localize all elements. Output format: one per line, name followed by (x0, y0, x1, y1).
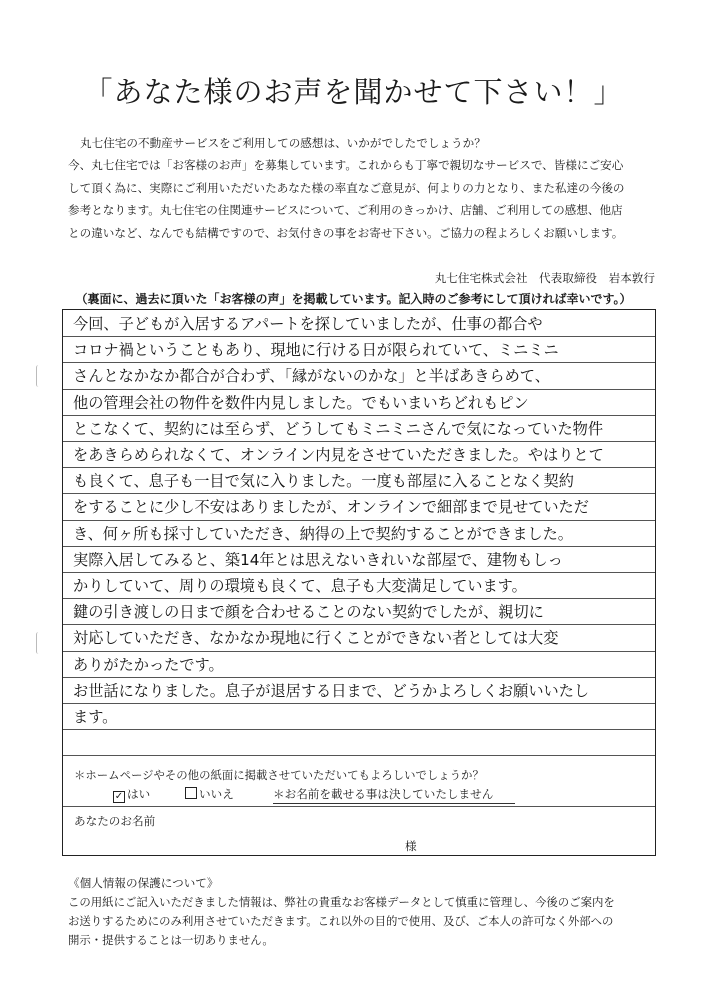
handwritten-line: 実際入居してみると、築14年とは思えないきれいな部屋で、建物もしっ (73, 550, 563, 569)
intro-text (68, 132, 668, 244)
handwritten-line: かりしていて、周りの環境も良くて、息子も大変満足しています。 (73, 577, 527, 595)
handwritten-line: お世話になりました。息子が退居する日まで、どうかよろしくお願いいたし (73, 681, 590, 700)
handwritten-line: をあきらめられなくて、オンライン内見をさせていただきました。やはりとて (73, 446, 604, 464)
privacy-heading: 《個人情報の保護について》 (68, 876, 219, 890)
intro-line: との違いなど、なんでも結構ですので、お気付きの事をお寄せ下さい。ご協力の程よろしくお願いします。 (68, 225, 624, 240)
name-label: あなたのお名前 (74, 814, 156, 828)
handwritten-line: さんとなかなか都合が合わず、「縁がないのかな」と半ばあきらめて、 (73, 367, 550, 386)
reference-note: （裏面に、過去に頂いた「お客様の声」を掲載しています。記入時のご参考にして頂ければ幸いです。） (75, 292, 632, 306)
handwritten-line: 対応していただき、なかなか現地に行くことができない者としては大変 (73, 629, 559, 648)
name-disclaimer: ＊お名前を載せる事は決していたしません (273, 787, 494, 801)
handwritten-line: ます。 (73, 708, 118, 726)
ruled-line (63, 806, 655, 807)
voice-form (62, 309, 656, 856)
handwritten-line: 今回、子どもが入居するアパートを探していましたが、仕事の都合や (73, 315, 543, 333)
option-yes[interactable] (113, 786, 150, 803)
handwritten-line: き、何ヶ所も採寸していただき、納得の上で契約することができました。 (73, 524, 573, 543)
checkbox-no[interactable] (185, 787, 197, 799)
intro-line: 丸七住宅の不動産サービスをご利用しての感想は、いかがでしたでしょうか？ (80, 136, 486, 150)
handwritten-line: 鍵の引き渡しの日まで顔を合わせることのない契約でしたが、親切に (73, 603, 544, 622)
company-signature: 丸七住宅株式会社 代表取締役 岩本敦行 (434, 271, 655, 285)
option-no-label: いいえ (199, 787, 234, 801)
privacy-section (68, 874, 678, 950)
checkbox-yes[interactable]: ✓ (114, 791, 124, 802)
name-suffix: 様 (405, 839, 417, 853)
handwritten-line: コロナ禍ということもあり、現地に行ける日が限られていて、ミニミニ (73, 341, 559, 360)
privacy-line: お送りするためにのみ利用させていただきます。これ以外の目的で使用、及び、ご本人の許可なく外部への (68, 914, 614, 928)
handwritten-line: をすることに少し不安はありましたが、オンラインで細部まで見せていただ (73, 498, 589, 517)
privacy-line: 開示・提供することは一切ありません。 (68, 933, 274, 947)
privacy-line: この用紙にご記入いただきました情報は、弊社の貴重なお客様データとして慎重に管理し、今後のご案内を (68, 895, 615, 909)
ruled-line (63, 729, 655, 730)
ruled-line (63, 755, 655, 756)
disclaimer-underline (273, 803, 515, 804)
intro-line: して頂く為に、実際にご利用いただいたあなた様の率直なご意見が、何よりの力となり、また私達の今後の (68, 180, 625, 195)
intro-line: 今、丸七住宅では「お客様のお声」を募集しています。これからも丁寧で親切なサービスで、皆様にご安心 (68, 158, 624, 173)
permission-question: ＊ホームページやその他の紙面に掲載させていただいてもよろしいでしょうか？ (74, 768, 484, 782)
margin-mark (36, 365, 41, 387)
handwritten-line: ありがたかったです。 (73, 655, 224, 674)
margin-mark (36, 632, 41, 654)
option-yes-label: はい (127, 787, 151, 801)
intro-line: 参考となります。丸七住宅の住関連サービスについて、ご利用のきっかけ、店舗、ご利用しての感想、他店 (68, 203, 623, 218)
handwritten-line: も良くて、息子も一目で気に入りました。一度も部屋に入ることなく契約 (73, 472, 574, 491)
option-no[interactable] (185, 786, 234, 802)
handwritten-line: 他の管理会社の物件を数件内見しました。でもいまいちどれもピン (73, 393, 529, 412)
page-title: 「あなた様のお声を聞かせて下さい！」 (83, 75, 624, 109)
handwritten-line: とこなくて、契約には至らず、どうしてもミニミニさんで気になっていた物件 (73, 419, 604, 438)
